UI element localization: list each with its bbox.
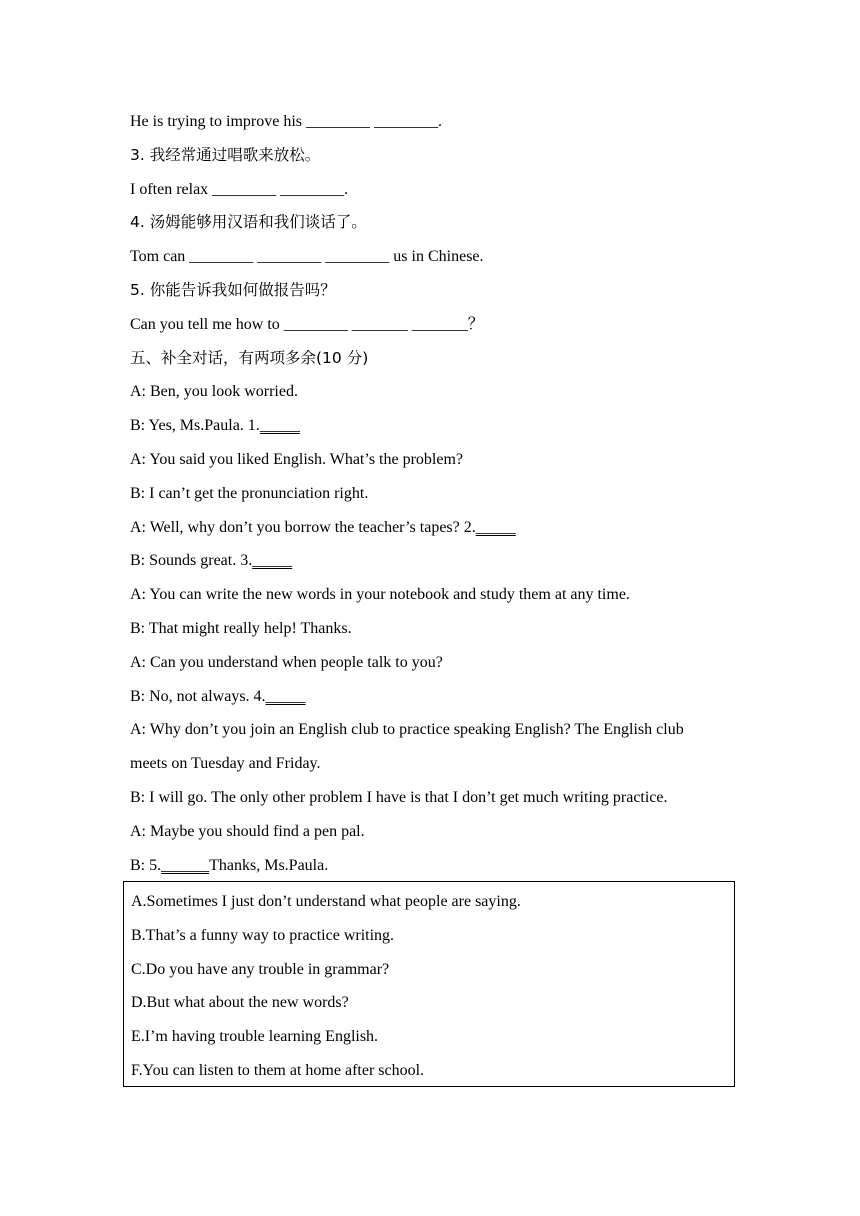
line-text: A: Can you understand when people talk to you? (130, 653, 443, 671)
dialogue-line (130, 680, 736, 714)
answer-blank-3[interactable]: _____ (252, 552, 293, 570)
dialogue-line (130, 849, 736, 883)
dialogue-line (130, 747, 736, 781)
dialogue-line (130, 713, 736, 747)
section-5-heading (130, 342, 736, 376)
line-text: B: Sounds great. 3. (130, 552, 253, 570)
question-3-chinese (130, 139, 736, 173)
dialogue-line (130, 578, 736, 612)
option-f: F.You can listen to them at home after school. (131, 1061, 425, 1079)
line-text: B: I will go. The only other problem I have is that I don’t get much writing practice. (130, 788, 668, 806)
line-text: meets on Tuesday and Friday. (130, 755, 321, 773)
sentence-line (130, 240, 736, 274)
exercise-content (130, 105, 736, 882)
dialogue-line (130, 375, 736, 409)
dialogue-line (130, 781, 736, 815)
line-text: I often relax ________ ________. (130, 180, 349, 198)
dialogue-line (130, 544, 736, 578)
option-e: E.I’m having trouble learning English. (131, 1028, 379, 1046)
line-text: He is trying to improve his ________ ________. (130, 113, 442, 130)
dialogue-line (130, 443, 736, 477)
sentence-line (130, 105, 736, 139)
line-text: Thanks, Ms.Paula. (209, 856, 329, 874)
sentence-line (130, 308, 736, 342)
option-a: A.Sometimes I just don’t understand what people are saying. (131, 893, 521, 910)
line-text: 3. 我经常通过唱歌来放松。 (130, 145, 321, 164)
line-text: B: Yes, Ms.Paula. 1. (130, 417, 260, 435)
answer-blank-5[interactable]: ______ (161, 856, 210, 874)
question-4-chinese (130, 206, 736, 240)
option-d: D.But what about the new words? (131, 994, 349, 1012)
line-text: A: You can write the new words in your notebook and study them at any time. (130, 586, 630, 604)
line-text: A: Maybe you should find a pen pal. (130, 822, 365, 840)
dialogue-line (130, 612, 736, 646)
dialogue-line (130, 511, 736, 545)
option-c: C.Do you have any trouble in grammar? (131, 960, 390, 978)
dialogue-line (130, 646, 736, 680)
sentence-line (130, 173, 736, 207)
dialogue-line (130, 409, 736, 443)
line-text: 五、补全对话，有两项多余(10 分) (130, 348, 369, 367)
answer-blank-2[interactable]: _____ (475, 518, 516, 536)
option-b: B.That’s a funny way to practice writing. (131, 926, 395, 944)
line-text: B: 5. (130, 856, 162, 874)
answer-blank-1[interactable]: _____ (259, 417, 300, 435)
question-5-chinese (130, 274, 736, 308)
line-text: A: Well, why don’t you borrow the teacher’s tapes? 2. (130, 518, 476, 536)
line-text: B: No, not always. 4. (130, 687, 266, 705)
options-box (123, 881, 735, 1087)
line-text: A: Why don’t you join an English club to practice speaking English? The English club (130, 721, 684, 739)
line-text: A: You said you liked English. What’s the problem? (130, 450, 464, 468)
line-text: 4. 汤姆能够用汉语和我们谈话了。 (130, 213, 367, 232)
line-text: Can you tell me how to ________ _______ _______？ (130, 315, 484, 333)
line-text: 5. 你能告诉我如何做报告吗？ (130, 280, 336, 299)
line-text: B: I can’t get the pronunciation right. (130, 484, 369, 502)
line-text: A: Ben, you look worried. (130, 383, 298, 401)
dialogue-line (130, 815, 736, 849)
line-text: B: That might really help! Thanks. (130, 619, 352, 637)
dialogue-line (130, 477, 736, 511)
line-text: Tom can ________ ________ ________ us in Chinese. (130, 248, 484, 266)
answer-blank-4[interactable]: _____ (265, 687, 306, 705)
